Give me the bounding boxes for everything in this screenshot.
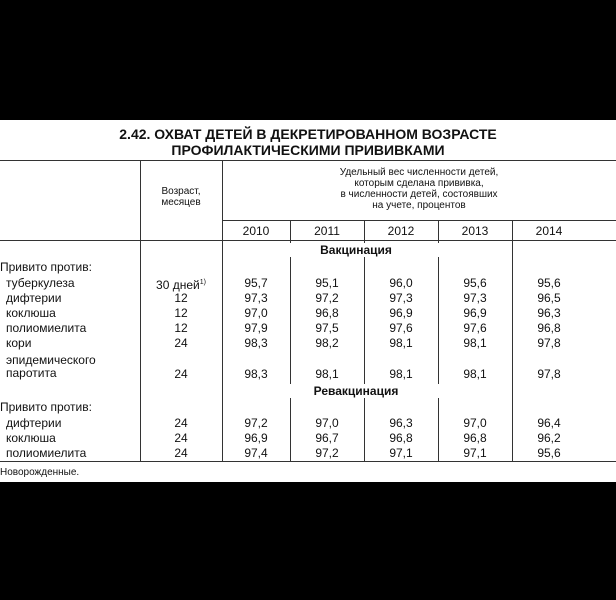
cell-2014: 97,8	[537, 336, 561, 350]
row-age: 24	[174, 367, 188, 381]
row-label: туберкулеза	[6, 276, 75, 290]
cell-2011: 96,7	[315, 431, 339, 445]
section-vaccination: Вакцинация	[256, 243, 456, 257]
row-label: кори	[6, 336, 32, 350]
row-age: 12	[174, 306, 188, 320]
rule-col-2014	[512, 220, 513, 461]
rule-header-bottom	[0, 240, 616, 241]
cell-2012: 98,1	[389, 367, 413, 381]
row-label: коклюша	[6, 431, 56, 445]
year-header-2010: 2010	[242, 224, 270, 238]
cell-2014: 96,8	[537, 321, 561, 335]
share-header-line-2: которым сделана прививка,	[354, 178, 484, 189]
share-header	[222, 167, 616, 211]
row-age: 12	[174, 321, 188, 335]
row-age: 12	[174, 291, 188, 305]
cell-2012: 97,1	[389, 446, 413, 460]
cell-2014: 97,8	[537, 367, 561, 381]
table-title-line-1: 2.42. ОХВАТ ДЕТЕЙ В ДЕКРЕТИРОВАННОМ ВОЗРАСТЕ	[119, 126, 497, 142]
age-header-line-2: месяцев	[161, 197, 201, 208]
year-header-2012: 2012	[387, 224, 415, 238]
cell-2012: 97,3	[389, 291, 413, 305]
cell-2012: 97,6	[389, 321, 413, 335]
row-label: полиомиелита	[6, 321, 87, 335]
cell-2012: 96,3	[389, 416, 413, 430]
cell-2011: 97,2	[315, 291, 339, 305]
cell-2010: 97,4	[244, 446, 268, 460]
cell-2010: 97,2	[244, 416, 268, 430]
cell-2013: 97,1	[463, 446, 487, 460]
cell-2013: 97,6	[463, 321, 487, 335]
cell-2013: 97,3	[463, 291, 487, 305]
year-header-2013: 2013	[461, 224, 489, 238]
cell-2014: 96,5	[537, 291, 561, 305]
row-age: 24	[174, 431, 188, 445]
row-label: полиомиелита	[6, 446, 87, 460]
cell-2011: 97,5	[315, 321, 339, 335]
cell-2011: 97,0	[315, 416, 339, 430]
year-header-2011: 2011	[314, 224, 340, 238]
cell-2013: 96,9	[463, 306, 487, 320]
cell-2011: 96,8	[315, 306, 339, 320]
year-header-2014: 2014	[535, 224, 563, 238]
row-age	[146, 276, 216, 292]
row-label: коклюша	[6, 306, 56, 320]
cell-2011: 97,2	[315, 446, 339, 460]
cell-2014: 96,3	[537, 306, 561, 320]
cell-2013: 95,6	[463, 276, 487, 290]
cell-2012: 96,0	[389, 276, 413, 290]
share-header-line-4: на учете, процентов	[372, 200, 466, 211]
cell-2011: 98,2	[315, 336, 339, 350]
cell-2010: 97,9	[244, 321, 268, 335]
footnote-marker: 1)	[199, 279, 206, 286]
row-age: 24	[174, 416, 188, 430]
row-label-continued: паротита	[6, 366, 57, 380]
row-label: эпидемического	[6, 353, 96, 367]
cell-2013: 98,1	[463, 367, 487, 381]
rule-years-top	[222, 220, 616, 221]
cell-2010: 97,3	[244, 291, 268, 305]
share-header-line-3: в численности детей, состоявших	[340, 189, 498, 200]
cell-2012: 96,9	[389, 306, 413, 320]
cell-2010: 95,7	[244, 276, 268, 290]
cell-2013: 97,0	[463, 416, 487, 430]
group-label-revaccination: Привито против:	[0, 400, 92, 414]
cell-2010: 96,9	[244, 431, 268, 445]
row-age-value: 30 дней	[156, 278, 200, 292]
row-label: дифтерии	[6, 416, 62, 430]
group-label-vaccination: Привито против:	[0, 260, 92, 274]
section-revaccination: Ревакцинация	[256, 384, 456, 398]
footnote: Новорожденные.	[0, 467, 80, 478]
cell-2013: 96,8	[463, 431, 487, 445]
age-header-line-1: Возраст,	[161, 186, 201, 197]
cell-2010: 97,0	[244, 306, 268, 320]
cell-2011: 98,1	[315, 367, 339, 381]
cell-2012: 96,8	[389, 431, 413, 445]
rule-bottom	[0, 461, 616, 462]
rule-top	[0, 160, 616, 161]
age-header	[140, 186, 222, 208]
row-label: дифтерии	[6, 291, 62, 305]
row-age: 24	[174, 336, 188, 350]
table-title-line-2: ПРОФИЛАКТИЧЕСКИМИ ПРИВИВКАМИ	[171, 142, 445, 158]
cell-2014: 96,2	[537, 431, 561, 445]
cell-2010: 98,3	[244, 336, 268, 350]
table-page	[0, 120, 616, 482]
cell-2010: 98,3	[244, 367, 268, 381]
share-header-line-1: Удельный вес численности детей,	[339, 167, 499, 178]
cell-2013: 98,1	[463, 336, 487, 350]
cell-2011: 95,1	[315, 276, 339, 290]
row-age: 24	[174, 446, 188, 460]
cell-2014: 95,6	[537, 276, 561, 290]
cell-2014: 96,4	[537, 416, 561, 430]
cell-2012: 98,1	[389, 336, 413, 350]
cell-2014: 95,6	[537, 446, 561, 460]
